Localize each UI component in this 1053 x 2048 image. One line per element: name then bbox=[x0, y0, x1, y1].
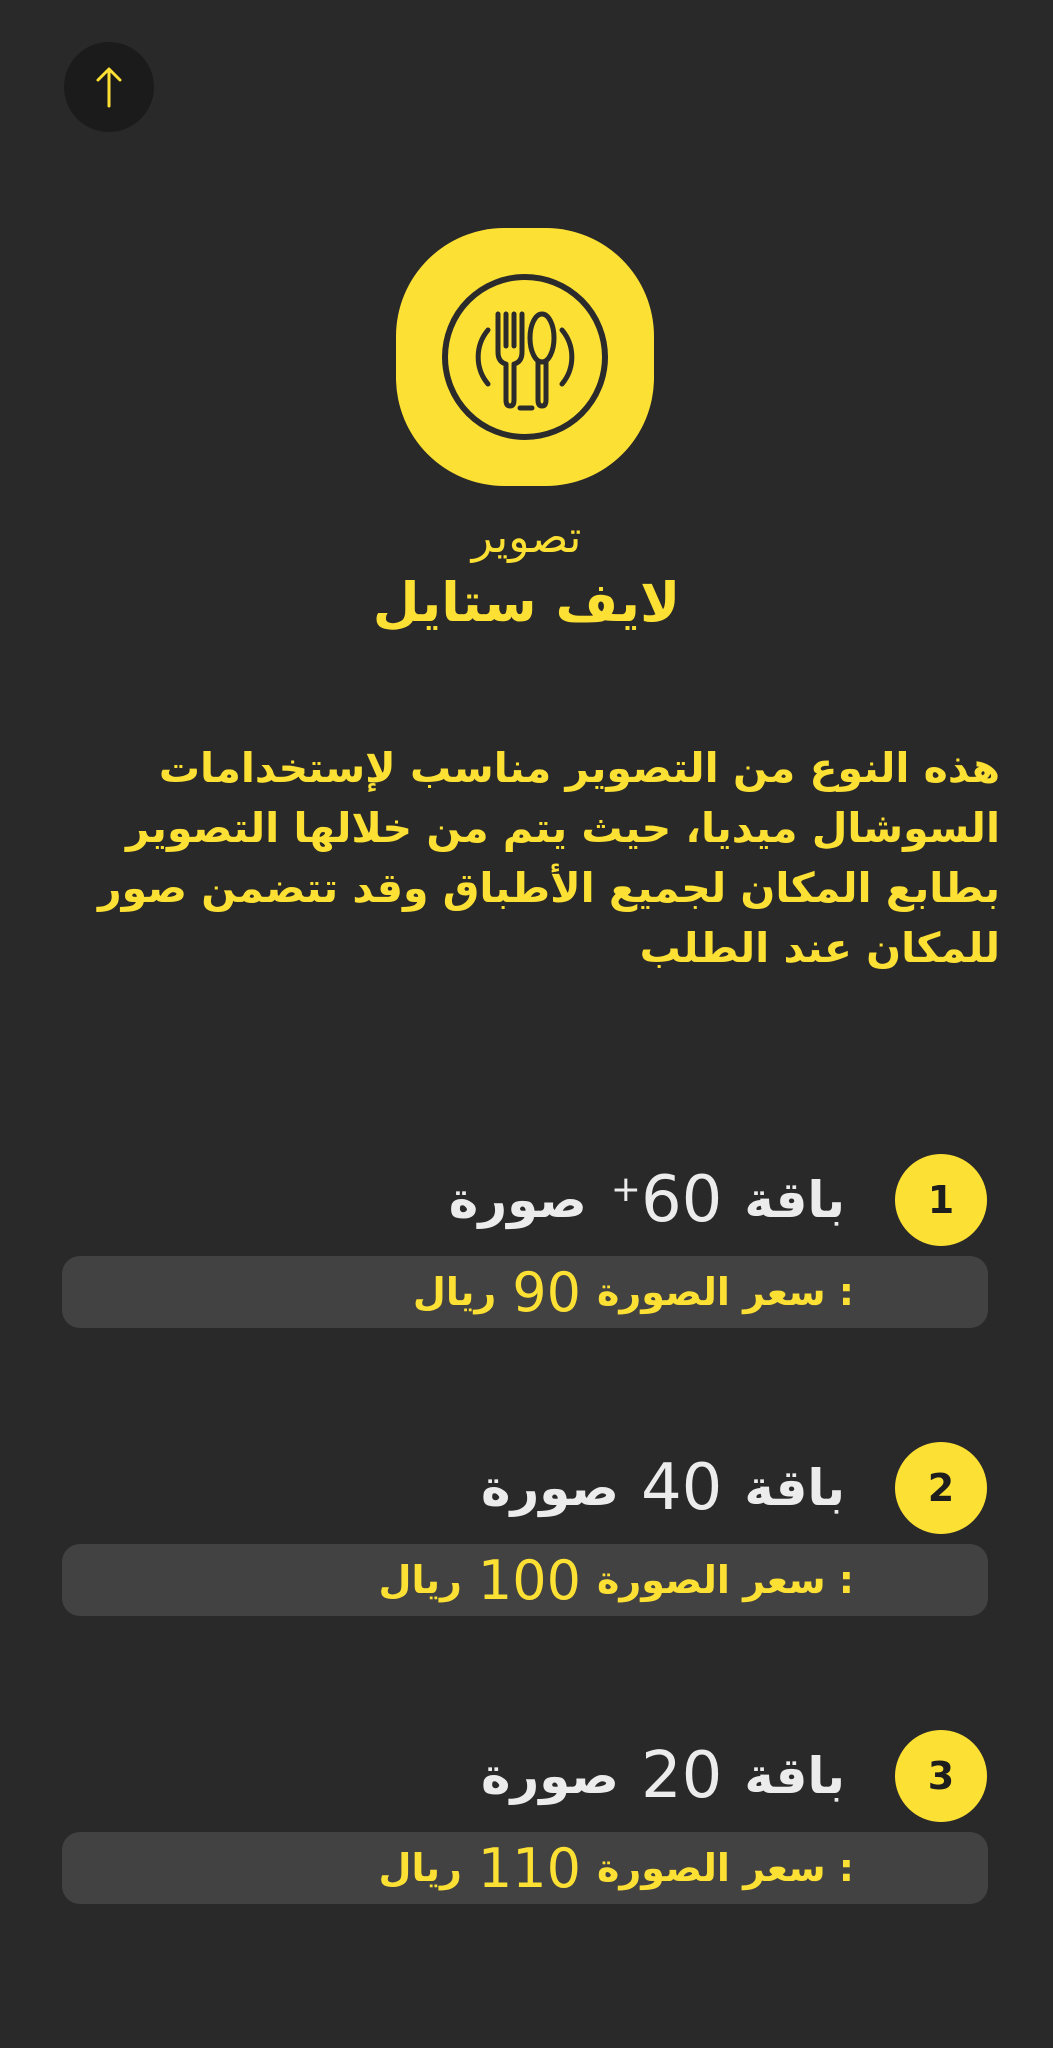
plate-fork-spoon-icon bbox=[440, 272, 610, 442]
price-label: سعر الصورة : bbox=[597, 1270, 854, 1314]
package-card bbox=[0, 1154, 1053, 1354]
price-bar[interactable] bbox=[62, 1832, 988, 1904]
price-bar[interactable] bbox=[62, 1256, 988, 1328]
price-currency: ريال bbox=[378, 1846, 462, 1890]
price-label: سعر الصورة : bbox=[597, 1846, 854, 1890]
package-word: باقة bbox=[744, 1171, 845, 1229]
package-plus: + bbox=[610, 1169, 641, 1210]
package-photo-count: 40 bbox=[640, 1451, 723, 1525]
package-card bbox=[0, 1730, 1053, 1930]
package-number-badge: 1 bbox=[895, 1154, 987, 1246]
category-icon-tile bbox=[396, 228, 654, 486]
page-subtitle: تصوير bbox=[471, 512, 582, 563]
package-photo-count: +60 bbox=[610, 1163, 723, 1237]
package-unit: صورة bbox=[480, 1747, 619, 1805]
back-button[interactable] bbox=[64, 42, 154, 132]
package-number-badge: 2 bbox=[895, 1442, 987, 1534]
package-photo-count: 20 bbox=[640, 1739, 723, 1813]
service-description: هذه النوع من التصوير مناسب لإستخدامات السوشال ميديا، حيث يتم من خلالها التصوير بطابع المكان لجميع الأطباق وقد تتضمن صور للمكان عند الطلب bbox=[98, 744, 1000, 972]
price-currency: ريال bbox=[378, 1558, 462, 1602]
package-unit: صورة bbox=[480, 1459, 619, 1517]
price-bar[interactable] bbox=[62, 1544, 988, 1616]
price-value: 90 bbox=[512, 1260, 581, 1324]
price-currency: ريال bbox=[412, 1270, 497, 1314]
price-line bbox=[379, 1832, 854, 1904]
arrow-up-icon bbox=[89, 64, 129, 110]
package-word: باقة bbox=[744, 1459, 845, 1517]
price-line bbox=[413, 1256, 854, 1328]
price-line bbox=[379, 1544, 854, 1616]
package-unit: صورة bbox=[448, 1171, 587, 1229]
package-number-badge: 3 bbox=[895, 1730, 987, 1822]
package-card bbox=[0, 1442, 1053, 1642]
price-value: 100 bbox=[477, 1548, 581, 1612]
page-title: لايف ستايل bbox=[372, 571, 681, 634]
package-title bbox=[449, 1154, 845, 1246]
price-value: 110 bbox=[477, 1836, 581, 1900]
price-label: سعر الصورة : bbox=[597, 1558, 854, 1602]
package-title bbox=[481, 1442, 845, 1534]
package-word: باقة bbox=[744, 1747, 845, 1805]
package-title bbox=[481, 1730, 845, 1822]
